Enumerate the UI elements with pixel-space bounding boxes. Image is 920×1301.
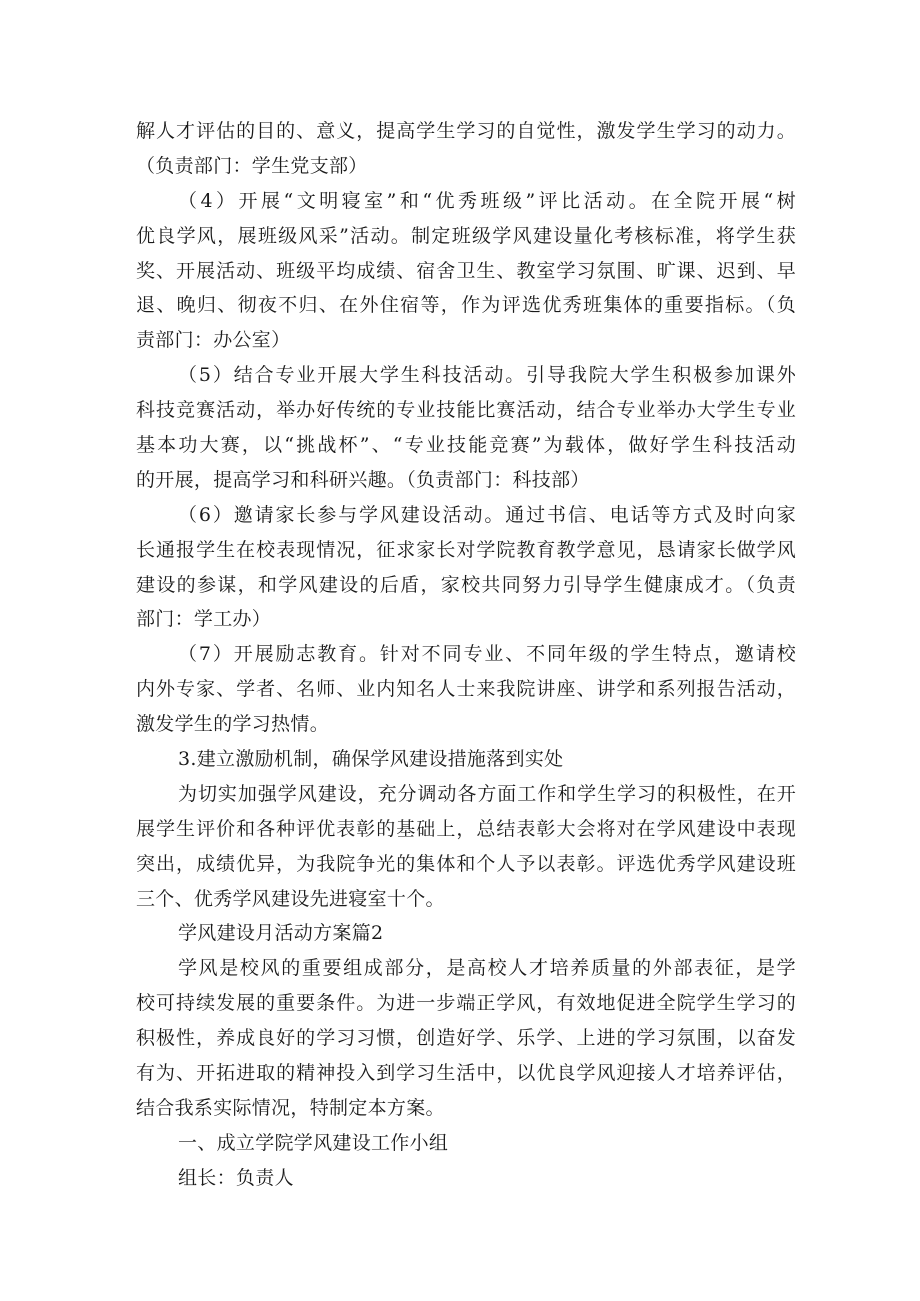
text-line: 有为、开拓进取的精神投入到学习生活中，以优良学风迎接人才培养评估， — [136, 1062, 796, 1085]
text-line: 展学生评价和各种评优表彰的基础上，总结表彰大会将对在学风建设中表现 — [136, 817, 796, 840]
text-line: 学风是校风的重要组成部分，是高校人才培养质量的外部表征，是学 — [178, 957, 796, 980]
text-line: 三个、优秀学风建设先进寝室十个。 — [136, 887, 445, 910]
text-line: 优良学风，展班级风采”活动。制定班级学风建设量化考核标准，将学生获 — [136, 224, 796, 247]
text-line: 长通报学生在校表现情况，征求家长对学院教育教学意见，恳请家长做学风 — [136, 538, 796, 561]
text-line: 责部门：办公室） — [136, 329, 291, 352]
text-line: 组长：负责人 — [178, 1166, 294, 1189]
text-line: 校可持续发展的重要条件。为进一步端正学风，有效地促进全院学生学习的 — [136, 992, 796, 1015]
text-line: 内外专家、学者、名师、业内知名人士来我院讲座、讲学和系列报告活动， — [136, 678, 796, 701]
text-line: 为切实加强学风建设，充分调动各方面工作和学生学习的积极性，在开 — [178, 782, 796, 805]
text-line: 突出，成绩优异，为我院争光的集体和个人予以表彰。评选优秀学风建设班 — [136, 852, 796, 875]
text-line: 科技竞赛活动，举办好传统的专业技能比赛活动，结合专业举办大学生专业 — [136, 399, 796, 422]
text-line: 部门：学工办） — [136, 608, 272, 631]
text-line: 学风建设月活动方案篇2 — [178, 922, 384, 945]
text-line: 解人才评估的目的、意义，提高学生学习的自觉性，激发学生学习的动力。 — [136, 120, 796, 142]
text-line: 奖、开展活动、班级平均成绩、宿舍卫生、教室学习氛围、旷课、迟到、早 — [136, 259, 796, 282]
text-line: 激发学生的学习热情。 — [136, 713, 330, 736]
text-line: 一、成立学院学风建设工作小组 — [178, 1131, 449, 1154]
text-line: （负责部门：学生党支部） — [136, 154, 368, 177]
text-line: （6）邀请家长参与学风建设活动。通过书信、电话等方式及时向家 — [178, 503, 796, 526]
text-line: 的开展，提高学习和科研兴趣。（负责部门：科技部） — [136, 468, 590, 491]
text-line: （7）开展励志教育。针对不同专业、不同年级的学生特点，邀请校 — [178, 643, 796, 666]
text-line: 建设的参谋，和学风建设的后盾，家校共同努力引导学生健康成才。（负责 — [136, 573, 796, 596]
text-line: 退、晚归、彻夜不归、在外住宿等，作为评选优秀班集体的重要指标。（负 — [136, 294, 796, 317]
text-line: 基本功大赛，以“挑战杯”、“专业技能竞赛”为载体，做好学生科技活动 — [136, 434, 796, 457]
text-line: （4）开展“文明寝室”和“优秀班级”评比活动。在全院开展“树 — [178, 189, 796, 212]
text-line: （5）结合专业开展大学生科技活动。引导我院大学生积极参加课外 — [178, 364, 796, 387]
text-line: 3.建立激励机制，确保学风建设措施落到实处 — [178, 748, 564, 771]
document-body — [136, 114, 796, 1196]
text-line: 积极性，养成良好的学习习惯，创造好学、乐学、上进的学习氛围，以奋发 — [136, 1027, 796, 1050]
text-line: 结合我系实际情况，特制定本方案。 — [136, 1096, 445, 1119]
